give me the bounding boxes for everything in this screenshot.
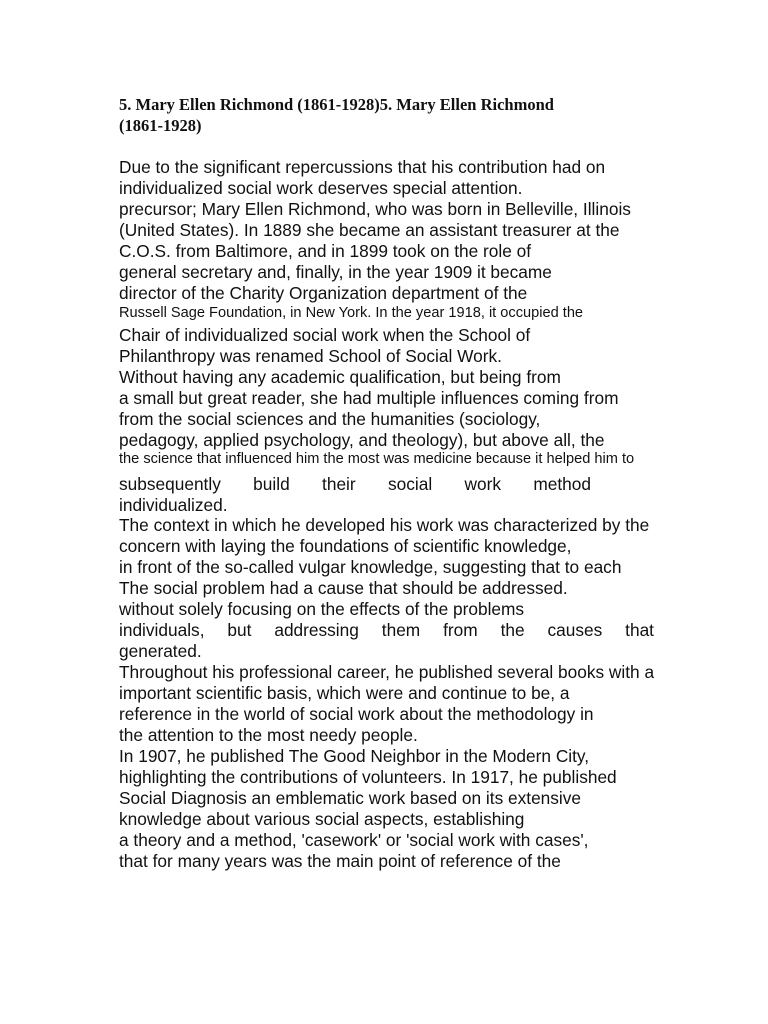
text-line: Philanthropy was renamed School of Social Work.: [119, 346, 502, 366]
text-line: that for many years was the main point of reference of the: [119, 851, 561, 871]
text-line: a small but great reader, she had multiple influences coming from: [119, 388, 619, 408]
text-line: the science that influenced him the most was medicine because it helped him to: [119, 451, 635, 467]
text-line: subsequently build their social work method: [119, 474, 591, 494]
text-line: pedagogy, applied psychology, and theology), but above all, the: [119, 430, 605, 450]
text-line: Due to the significant repercussions that his contribution had on: [119, 157, 606, 177]
text-line: (United States). In 1889 she became an assistant treasurer at the: [119, 220, 620, 240]
text-line: important scientific basis, which were and continue to be, a: [119, 683, 570, 703]
text-line: Chair of individualized social work when the School of: [119, 325, 531, 345]
text-line: individuals, but addressing them from the causes that: [119, 620, 654, 640]
text-line: The social problem had a cause that should be addressed.: [119, 578, 568, 598]
text-line: director of the Charity Organization department of the: [119, 283, 528, 303]
text-line: precursor; Mary Ellen Richmond, who was born in Belleville, Illinois: [119, 199, 631, 219]
text-line: the attention to the most needy people.: [119, 725, 418, 745]
text-line: Without having any academic qualification, but being from: [119, 367, 561, 387]
text-line: generated.: [119, 641, 202, 661]
text-line: individualized social work deserves special attention.: [119, 178, 523, 198]
text-line: reference in the world of social work about the methodology in: [119, 704, 594, 724]
heading-line: (1861-1928): [119, 116, 202, 135]
text-line: individualized.: [119, 495, 228, 515]
text-line: general secretary and, finally, in the year 1909 it became: [119, 262, 552, 282]
text-line: concern with laying the foundations of scientific knowledge,: [119, 536, 572, 556]
text-line: Social Diagnosis an emblematic work based on its extensive: [119, 788, 582, 808]
text-line: from the social sciences and the humanities (sociology,: [119, 409, 541, 429]
text-line: knowledge about various social aspects, establishing: [119, 809, 525, 829]
text-line: The context in which he developed his work was characterized by the: [119, 515, 650, 535]
text-line: highlighting the contributions of volunteers. In 1917, he published: [119, 767, 617, 787]
text-line: a theory and a method, 'casework' or 'social work with cases',: [119, 830, 589, 850]
section-heading: [119, 94, 679, 136]
heading-line: 5. Mary Ellen Richmond (1861-1928)5. Mary Ellen Richmond: [119, 95, 554, 114]
text-line: C.O.S. from Baltimore, and in 1899 took on the role of: [119, 241, 532, 261]
text-line: in front of the so-called vulgar knowledge, suggesting that to each: [119, 557, 622, 577]
text-line: Russell Sage Foundation, in New York. In the year 1918, it occupied the: [119, 305, 584, 321]
text-line: In 1907, he published The Good Neighbor in the Modern City,: [119, 746, 590, 766]
text-line: without solely focusing on the effects of the problems: [119, 599, 525, 619]
text-line: Throughout his professional career, he published several books with a: [119, 662, 655, 682]
